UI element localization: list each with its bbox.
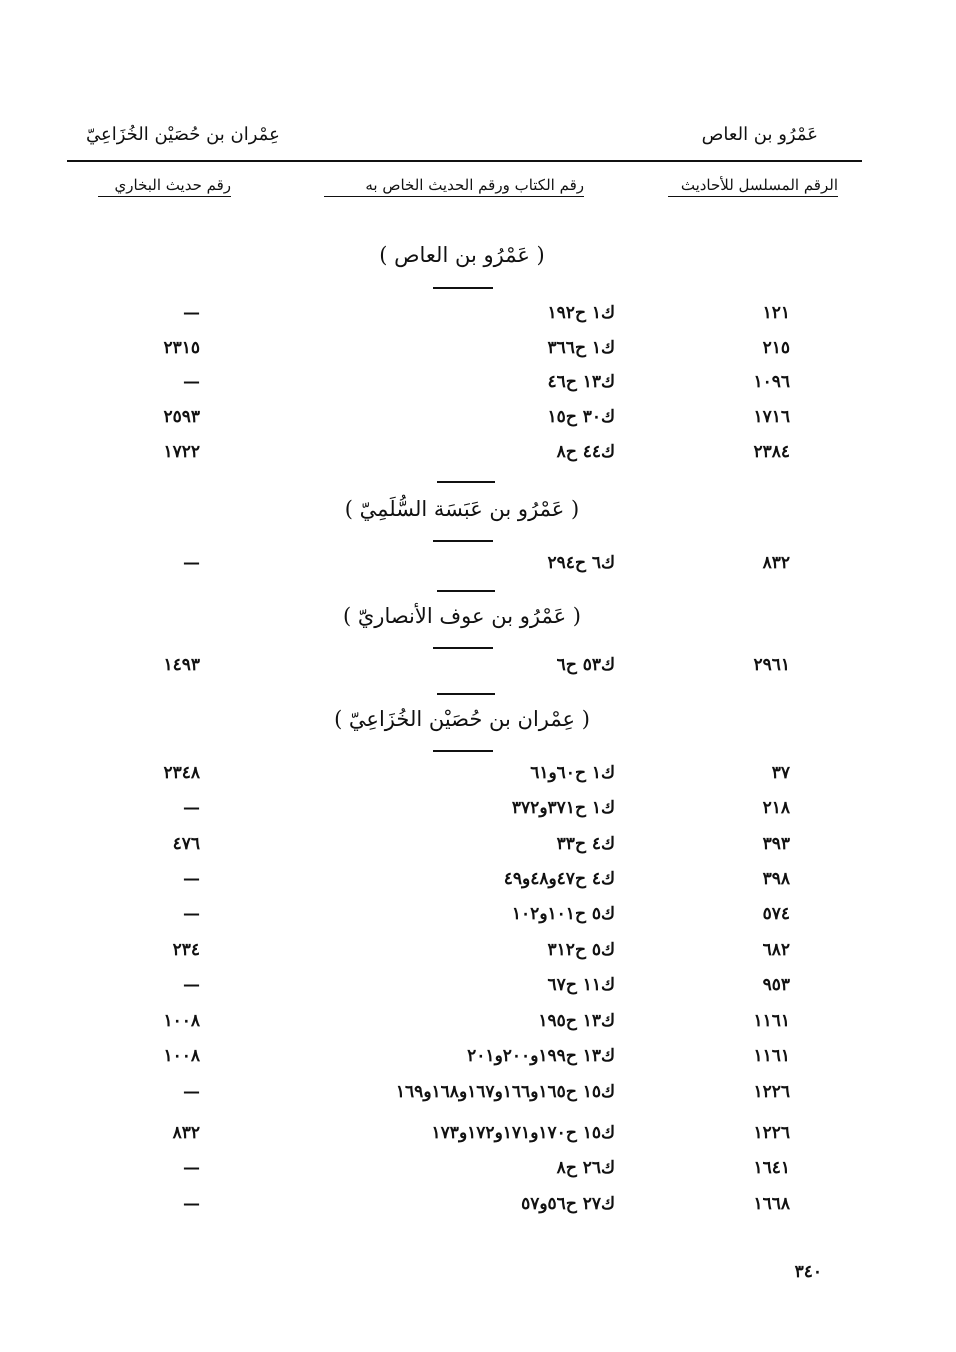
serial-number-cell: ١٢١ (762, 303, 790, 323)
table-row (0, 1123, 956, 1151)
book-hadith-cell: ك٥ ح١٠١و١٠٢ (511, 904, 615, 924)
book-hadith-cell: ك١١ ح٦٧ (547, 975, 615, 995)
bukhari-number-cell: — (183, 303, 200, 323)
book-hadith-cell: ك٦ ح٢٩٤ (547, 553, 615, 573)
book-hadith-cell: ك٢٦ ح٨ (556, 1158, 615, 1178)
bukhari-number-cell: ٨٣٢ (172, 1123, 200, 1143)
table-row (0, 407, 956, 435)
table-row (0, 904, 956, 932)
table-row (0, 1194, 956, 1222)
serial-number-cell: ٢٣٨٤ (753, 442, 790, 462)
column-header-book: رقم الكتاب ورقم الحديث الخاص به (324, 176, 584, 197)
serial-number-cell: ٢٩٦١ (753, 655, 790, 675)
section-title: ( عِمْران بن حُصَيْن الخُزَاعِيّ ) (334, 707, 590, 731)
book-hadith-cell: ك٣٠ ح١٥ (547, 407, 615, 427)
section-underline (433, 287, 493, 289)
serial-number-cell: ١١٦١ (753, 1011, 790, 1031)
bukhari-number-cell: — (183, 975, 200, 995)
bukhari-number-cell: — (183, 869, 200, 889)
bukhari-number-cell: — (183, 904, 200, 924)
section-underline (433, 647, 493, 649)
section-title: ( عَمْرُو بن عوف الأنصاريّ ) (343, 604, 581, 628)
bukhari-number-cell: ٢٣٤٨ (163, 763, 200, 783)
table-row (0, 553, 956, 581)
book-hadith-cell: ك١ ح٣٧١و٣٧٢ (511, 798, 615, 818)
table-row (0, 763, 956, 791)
bukhari-number-cell: ٢٥٩٣ (163, 407, 200, 427)
table-row (0, 1011, 956, 1039)
book-hadith-cell: ك١٣ ح١٩٩و٢٠٠و٢٠١ (467, 1046, 615, 1066)
serial-number-cell: ٨٣٢ (762, 553, 790, 573)
bukhari-number-cell: ١٧٢٢ (163, 442, 200, 462)
section-title: ( عَمْرُو بن عَبَسَة السُّلَمِيّ ) (344, 497, 580, 521)
bukhari-number-cell: ٢٣١٥ (163, 338, 200, 358)
book-hadith-cell: ك٥ ح٣١٢ (547, 940, 615, 960)
book-hadith-cell: ك١٥ ح١٧٠و١٧١و١٧٢و١٧٣ (431, 1123, 615, 1143)
book-hadith-cell: ك٤٤ ح٨ (556, 442, 615, 462)
section-divider (437, 693, 495, 695)
bukhari-number-cell: ١٠٠٨ (163, 1046, 200, 1066)
book-hadith-cell: ك١٣ ح٤٦ (547, 372, 615, 392)
table-row (0, 442, 956, 470)
section-divider (437, 481, 495, 483)
table-row (0, 1158, 956, 1186)
table-row (0, 975, 956, 1003)
column-header-serial: الرقم المسلسل للأحاديث (668, 176, 838, 197)
serial-number-cell: ٣٧ (771, 763, 790, 783)
bukhari-number-cell: ٤٧٦ (172, 834, 200, 854)
book-hadith-cell: ك١ ح٣٦٦ (547, 338, 615, 358)
bukhari-number-cell: ١٠٠٨ (163, 1011, 200, 1031)
book-hadith-cell: ك١٣ ح١٩٥ (538, 1011, 615, 1031)
table-row (0, 655, 956, 683)
serial-number-cell: ١٦٦٨ (753, 1194, 790, 1214)
table-row (0, 1046, 956, 1074)
serial-number-cell: ١٧١٦ (753, 407, 790, 427)
table-row (0, 869, 956, 897)
table-row (0, 303, 956, 331)
section-title: ( عَمْرُو بن العاص ) (379, 243, 545, 267)
column-header-bukhari: رقم حديث البخاري (98, 176, 231, 197)
bukhari-number-cell: ١٤٩٣ (163, 655, 200, 675)
serial-number-cell: ٦٨٢ (762, 940, 790, 960)
bukhari-number-cell: — (183, 553, 200, 573)
table-row (0, 940, 956, 968)
serial-number-cell: ١٠٩٦ (753, 372, 790, 392)
bukhari-number-cell: — (183, 798, 200, 818)
serial-number-cell: ٣٩٨ (762, 869, 790, 889)
table-row (0, 834, 956, 862)
section-underline (433, 750, 493, 752)
serial-number-cell: ١٦٤١ (753, 1158, 790, 1178)
header-rule (67, 160, 862, 162)
serial-number-cell: ١١٦١ (753, 1046, 790, 1066)
book-hadith-cell: ك١ ح١٩٢ (547, 303, 615, 323)
bukhari-number-cell: — (183, 372, 200, 392)
serial-number-cell: ٢١٨ (762, 798, 790, 818)
book-hadith-cell: ك٤ ح٤٧و٤٨و٤٩ (503, 869, 615, 889)
book-hadith-cell: ك٢٧ ح٥٦و٥٧ (521, 1194, 615, 1214)
serial-number-cell: ٣٩٣ (762, 834, 790, 854)
bukhari-number-cell: ٢٣٤ (172, 940, 200, 960)
book-hadith-cell: ك١٥ ح١٦٥و١٦٦و١٦٧و١٦٨و١٦٩ (395, 1082, 615, 1102)
bukhari-number-cell: — (183, 1082, 200, 1102)
bukhari-number-cell: — (183, 1194, 200, 1214)
table-row (0, 798, 956, 826)
book-hadith-cell: ك٥٣ ح٦ (556, 655, 615, 675)
serial-number-cell: ١٢٢٦ (753, 1082, 790, 1102)
serial-number-cell: ٢١٥ (762, 338, 790, 358)
section-underline (433, 540, 493, 542)
table-row (0, 1082, 956, 1110)
bukhari-number-cell: — (183, 1158, 200, 1178)
serial-number-cell: ٥٧٤ (762, 904, 790, 924)
running-header-right: عَمْرُو بن العاص (701, 124, 818, 145)
serial-number-cell: ٩٥٣ (762, 975, 790, 995)
table-row (0, 338, 956, 366)
running-header-left: عِمْران بن حُصَيْن الخُزَاعِيّ (86, 124, 280, 145)
serial-number-cell: ١٢٢٦ (753, 1123, 790, 1143)
book-hadith-cell: ك١ ح٦٠و٦١ (530, 763, 615, 783)
book-hadith-cell: ك٤ ح٣٣ (556, 834, 615, 854)
table-row (0, 372, 956, 400)
page-number: ٣٤٠ (794, 1262, 822, 1282)
section-divider (437, 590, 495, 592)
